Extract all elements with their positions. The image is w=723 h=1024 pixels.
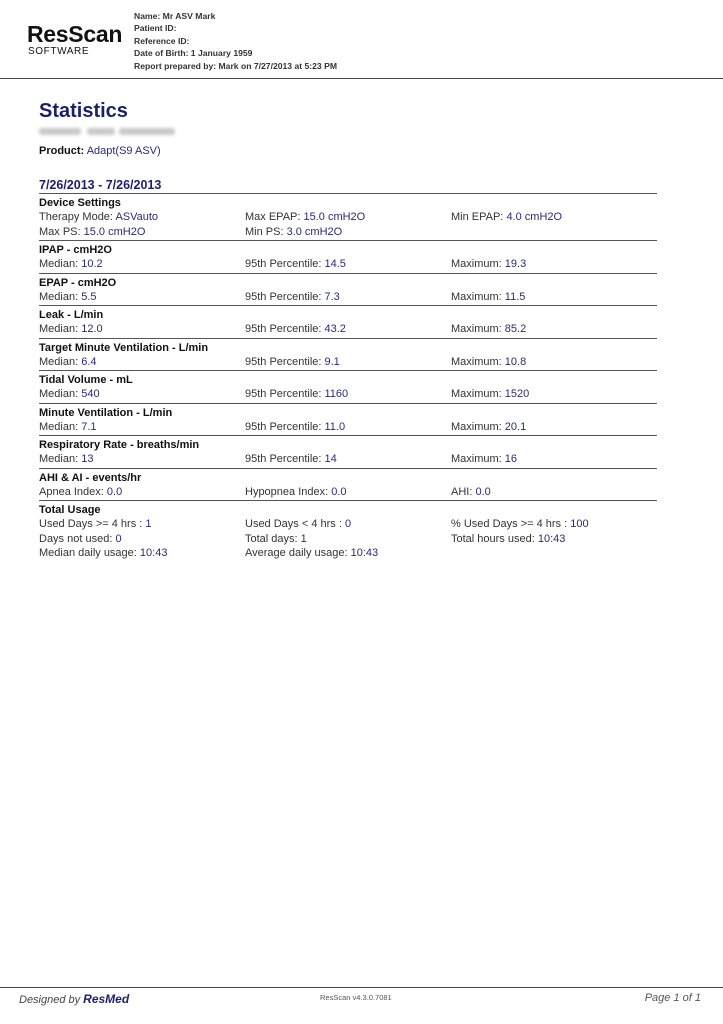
stat-label: Max PS: [39,225,84,238]
stat-label: Used Days >= 4 hrs : [39,518,146,530]
stat-cell [451,290,525,305]
stat-cell [451,420,526,435]
product-line [39,145,161,157]
stat-label: Median: [39,258,82,270]
stats-row [39,225,657,240]
stat-cell [245,290,340,305]
logo-subtitle: SOFTWARE [28,46,90,57]
stat-value: 19.3 [504,258,527,270]
section-title: AHI & AI - events/hr [39,471,142,484]
stats-section [39,468,657,501]
stat-cell [245,546,378,561]
stat-cell [39,485,122,500]
stat-cell [39,546,167,561]
stat-value: 0.0 [331,485,347,498]
stats-section [39,273,657,306]
stat-value: 13 [81,453,94,465]
statistics-sections [39,193,657,562]
resscan-logo [27,22,122,58]
stat-label: 95th Percentile: [245,453,325,465]
header-divider [0,78,723,79]
stat-cell [39,517,152,532]
report-period: 7/26/2013 - 7/26/2013 [39,178,162,192]
stat-cell [39,355,97,370]
stat-label: Median: [39,355,82,368]
stat-label: Median: [39,290,82,303]
stat-value: 11.5 [504,290,526,303]
stat-value: 10:43 [350,547,379,559]
stat-value: 6.4 [81,355,97,368]
stat-cell [451,387,529,402]
stat-label: Total hours used: [451,532,538,545]
section-title: Leak - L/min [39,309,104,321]
designed-by [19,992,129,1006]
software-version: ResScan v4.3.0.7081 [320,993,392,1002]
stat-label: 95th Percentile: [245,388,325,400]
stat-cell [451,210,562,225]
stat-value: 1160 [324,388,349,400]
stat-value: 14 [324,453,337,465]
stat-value: 10.8 [504,355,527,368]
stat-label: Average daily usage: [245,547,351,559]
stat-cell [39,210,158,225]
stats-section [39,370,657,403]
stat-label: 95th Percentile: [245,258,325,270]
stat-value: 100 [570,518,589,530]
stat-cell [245,322,346,337]
stat-cell [451,322,526,337]
stat-cell [245,532,307,547]
product-label: Product: [39,145,85,157]
stat-cell [245,210,365,225]
stat-label: Median: [39,388,82,400]
stats-section [39,240,657,273]
stat-value: 15.0 cmH2O [303,211,366,223]
stat-value: 10.2 [81,258,103,270]
stat-label: Total days: [245,532,301,545]
stats-row [39,257,657,272]
stat-value: 540 [81,388,100,400]
section-title: Target Minute Ventilation - L/min [39,341,209,354]
section-title: EPAP - cmH2O [39,276,117,289]
stat-label: Median: [39,420,82,433]
stats-section [39,435,657,468]
stats-section [39,403,657,436]
stat-cell [39,257,103,272]
stat-label: Days not used: [39,532,116,545]
stat-cell [451,532,565,547]
stat-label: Maximum: [451,258,505,270]
stat-cell [39,290,97,305]
reference-id: Reference ID: [134,35,190,46]
stat-label: Median: [39,453,82,465]
stat-cell [451,452,517,467]
report-header [0,0,723,80]
section-title: IPAP - cmH2O [39,244,112,256]
stat-cell [245,517,351,532]
stat-cell [39,420,97,435]
stat-value: 1 [300,532,307,545]
stat-cell [245,452,337,467]
stat-cell [451,355,526,370]
stats-row [39,355,657,370]
product-value: Adapt(S9 ASV) [86,145,161,157]
stat-label: Hypopnea Index: [245,485,332,498]
stat-value: 7.1 [81,420,97,433]
stat-label: Min EPAP: [451,211,507,223]
stat-value: 1 [145,518,152,530]
stat-label: Therapy Mode: [39,211,116,223]
footer-divider [0,987,723,988]
report-prepared-by: Report prepared by: Mark on 7/27/2013 at 5:23 PM [134,60,337,71]
stat-value: 3.0 cmH2O [286,225,343,238]
resmed-logo: ResMed [83,992,130,1006]
stat-cell [245,420,345,435]
redacted-serial-number [39,126,175,137]
stats-section [39,500,657,562]
stat-label: Maximum: [451,453,505,465]
stat-cell [39,452,93,467]
patient-name: Name: Mr ASV Mark [134,11,216,21]
stat-cell [245,225,342,240]
stat-label: Max EPAP: [245,211,304,223]
stat-label: 95th Percentile: [245,323,325,335]
section-title: Minute Ventilation - L/min [39,406,173,419]
designed-by-label: Designed by [19,994,81,1006]
date-of-birth: Date of Birth: 1 January 1959 [134,48,253,59]
stat-cell [245,257,346,272]
stat-value: 1520 [504,388,530,400]
stats-row [39,546,657,561]
stat-value: 0 [115,532,122,545]
stat-label: Maximum: [451,323,505,335]
stats-row [39,290,657,305]
stat-label: Maximum: [451,290,505,303]
stat-cell [245,387,348,402]
stat-label: Used Days < 4 hrs : [245,518,345,530]
stat-label: 95th Percentile: [245,355,325,368]
stat-label: Median daily usage: [39,547,140,559]
stats-row [39,517,657,532]
page-title: Statistics [39,100,128,122]
stat-cell [39,532,122,547]
stat-value: 15.0 cmH2O [83,225,146,238]
stat-label: AHI: [451,485,476,498]
stat-label: Maximum: [451,420,505,433]
stat-value: 5.5 [81,290,97,303]
stats-row [39,322,657,337]
stats-section [39,338,657,371]
stat-value: 0 [344,518,352,530]
stats-section [39,193,657,240]
stat-value: 43.2 [324,323,346,335]
stat-label: 95th Percentile: [245,290,325,303]
stat-value: 85.2 [504,323,527,335]
stat-value: 10:43 [537,532,566,545]
stat-value: 14.5 [324,258,346,270]
section-title: Tidal Volume - mL [39,374,133,386]
stat-value: 9.1 [324,355,340,368]
section-title: Device Settings [39,197,121,209]
stat-cell [451,257,526,272]
stat-value: 10:43 [139,547,168,559]
stats-row [39,387,657,402]
stat-cell [39,387,100,402]
section-title: Respiratory Rate - breaths/min [39,439,200,451]
stat-cell [39,322,103,337]
stat-cell [451,485,491,500]
stat-label: Median: [39,323,82,335]
stat-value: 0.0 [106,485,123,498]
stat-label: % Used Days >= 4 hrs : [451,518,571,530]
stats-row [39,532,657,547]
stats-row [39,452,657,467]
patient-info [134,10,337,72]
stat-label: Maximum: [451,355,505,368]
stat-cell [245,355,340,370]
stat-value: 0.0 [475,485,491,498]
stat-value: 12.0 [81,323,103,335]
stat-cell [39,225,145,240]
stat-value: 20.1 [504,420,527,433]
stats-row [39,210,657,225]
stat-cell [451,517,589,532]
stats-section [39,305,657,338]
page-number: Page 1 of 1 [644,992,701,1004]
patient-id: Patient ID: [134,23,177,34]
stat-value: 11.0 [324,420,346,433]
stat-value: 16 [504,453,518,465]
stat-value: 4.0 cmH2O [506,211,563,223]
stat-value: ASVauto [115,211,159,223]
stat-value: 7.3 [324,290,340,303]
stats-row [39,420,657,435]
stat-label: Apnea Index: [39,485,107,498]
logo-wordmark: ResScan [27,21,123,47]
stat-label: 95th Percentile: [245,420,325,433]
stat-label: Maximum: [451,388,505,400]
stat-label: Min PS: [245,225,287,238]
section-title: Total Usage [39,504,101,516]
stat-cell [245,485,347,500]
stats-row [39,485,657,500]
